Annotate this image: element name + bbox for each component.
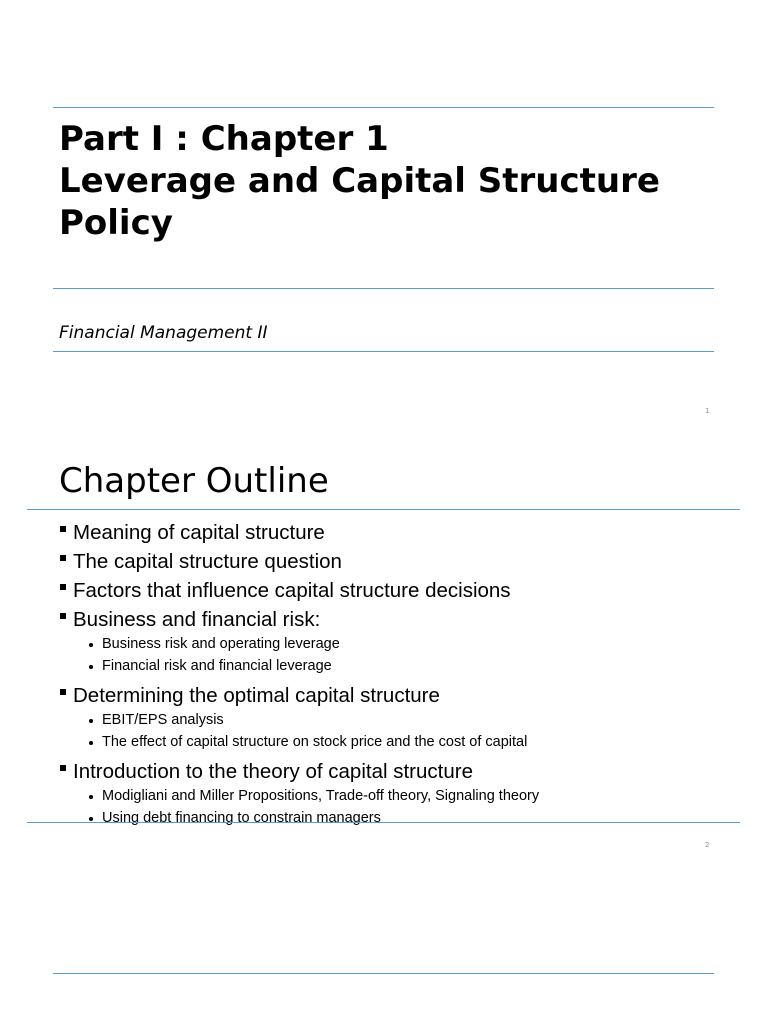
outline-subitem-list xyxy=(59,634,749,677)
slide1-top-rule xyxy=(53,107,714,108)
outline-subitem: The effect of capital structure on stock price and the cost of capital xyxy=(59,732,749,754)
outline-item: Business and financial risk: xyxy=(59,605,749,634)
outline-item: Introduction to the theory of capital structure xyxy=(59,757,749,786)
slide1-title-line1: Part I : Chapter 1 xyxy=(59,119,389,159)
outline-subitem: Using debt financing to constrain managers xyxy=(59,808,749,830)
outline-subitem-list xyxy=(59,710,749,753)
slide1-title-line3: Policy xyxy=(59,203,173,243)
slide1-title-rule xyxy=(53,288,714,289)
slide3-rule xyxy=(53,973,714,974)
slide2-page-number: 2 xyxy=(705,841,710,849)
outline-item: The capital structure question xyxy=(59,547,749,576)
outline-subitem: EBIT/EPS analysis xyxy=(59,710,749,732)
outline-subitem: Modigliani and Miller Propositions, Trade-off theory, Signaling theory xyxy=(59,786,749,808)
outline-subitem: Financial risk and financial leverage xyxy=(59,656,749,678)
slide1-page-number: 1 xyxy=(705,407,710,415)
outline-subitem: Business risk and operating leverage xyxy=(59,634,749,656)
slide1-subtitle-rule xyxy=(53,351,714,352)
slide2-title: Chapter Outline xyxy=(59,461,329,501)
outline-item: Determining the optimal capital structure xyxy=(59,681,749,710)
slide1-title-line2: Leverage and Capital Structure xyxy=(59,161,660,201)
outline-item: Meaning of capital structure xyxy=(59,518,749,547)
slide1-title xyxy=(59,118,749,244)
outline-item: Factors that influence capital structure decisions xyxy=(59,576,749,605)
slide2-title-rule xyxy=(27,509,740,510)
slide1-subtitle: Financial Management II xyxy=(59,323,268,343)
chapter-outline-list xyxy=(59,518,749,833)
slide2-bottom-rule xyxy=(27,822,740,823)
